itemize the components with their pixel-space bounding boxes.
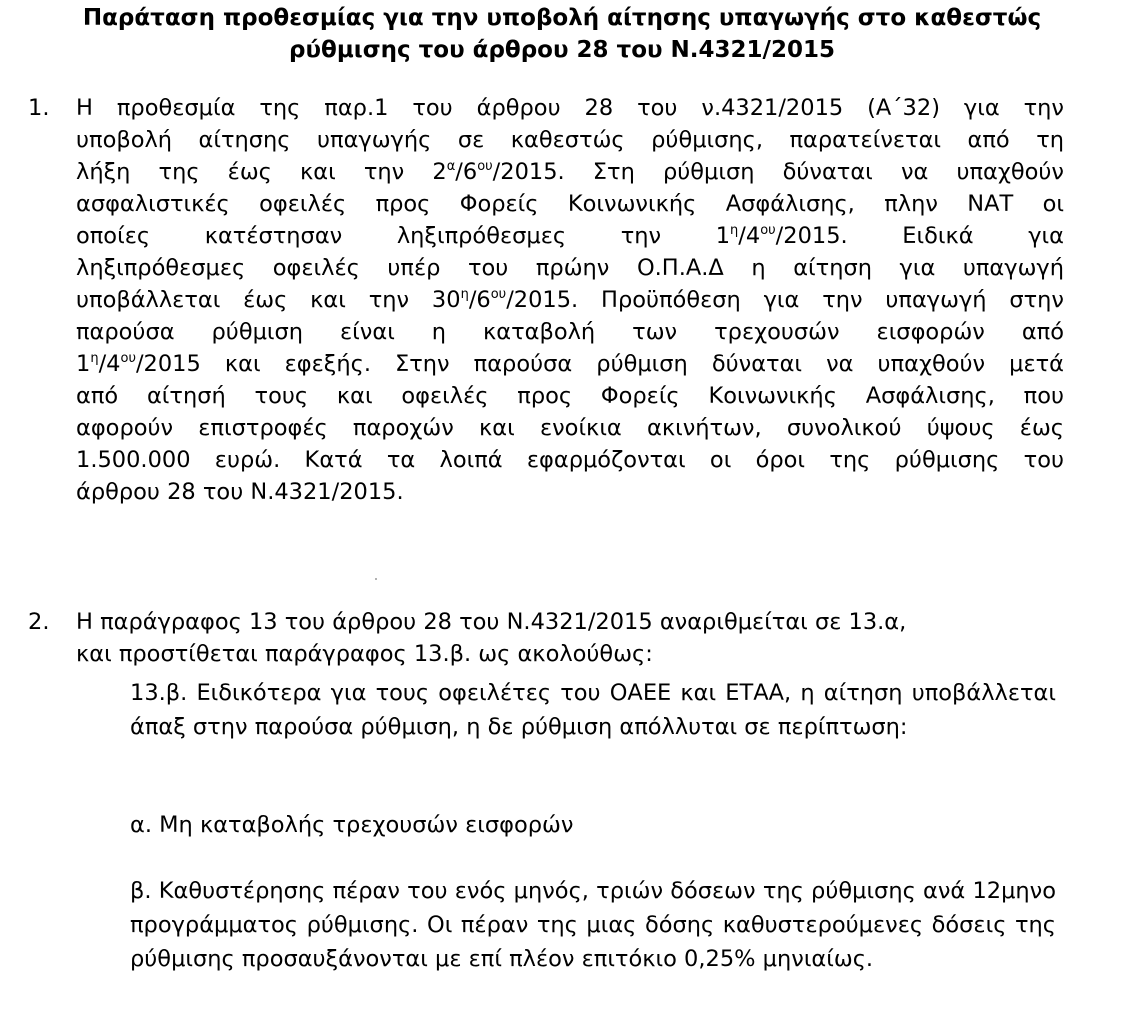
page-title [0,2,1124,66]
text-run: λήξη της έως και την 2 [76,159,447,185]
text-run: /4 [738,223,761,249]
item-1-line: παρούσα ρύθμιση είναι η καταβολή των τρεχουσών εισφορών από [76,319,1064,345]
text-run: /2015. Προϋπόθεση για την υπαγωγή στην [506,287,1064,313]
item-1-line: αφορούν επιστροφές παροχών και ενοίκια ακινήτων, συνολικού ύψους έως [76,415,1064,441]
superscript: ου [120,350,136,366]
superscript: ου [477,158,493,174]
text-run: οποίες κατέστησαν ληξιπρόθεσμες την 1 [76,223,731,249]
superscript: ου [490,286,507,302]
text-run: υποβάλλεται έως και την 30 [76,287,461,313]
text-run: /4 [98,351,121,377]
item-2-text [76,606,1064,670]
item-2-line: και προστίθεται παράγραφος 13.β. ως ακολούθως: [76,641,653,667]
paragraph-13b: 13.β. Ειδικότερα για τους οφειλέτες του ΟΑΕΕ και ΕΤΑΑ, η αίτηση υποβάλλεται άπαξ στην παρούσα ρύθμιση, η δε ρύθμιση απόλλυται σε περίπτωση: [130,680,1056,740]
item-number: 1. [28,95,50,121]
item-1-line: υποβολή αίτησης υπαγωγής σε καθεστώς ρύθμισης, παρατείνεται από τη [76,127,1064,153]
item-1-line [76,156,1064,188]
item-1-line: ληξιπρόθεσμες οφειλές υπέρ του πρώην Ο.Π.Α.Δ η αίτηση για υπαγωγή [76,255,1064,281]
superscript: η [460,286,469,302]
title-line-2: ρύθμισης του άρθρου 28 του Ν.4321/2015 [289,37,835,63]
item-1-line: 1.500.000 ευρώ. Κατά τα λοιπά εφαρμόζονται οι όροι της ρύθμισης του [76,447,1064,473]
item-1-line: από αίτησή τους και οφειλές προς Φορείς Κοινωνικής Ασφάλισης, που [76,383,1064,409]
item-2-line: Η παράγραφος 13 του άρθρου 28 του Ν.4321/2015 αναριθμείται σε 13.α, [76,609,907,635]
item-1-line: άρθρου 28 του Ν.4321/2015. [76,479,404,505]
superscript: α [446,158,456,174]
item-1-line [76,220,1064,252]
item-1-line [76,284,1064,316]
scan-dot [375,578,377,580]
case-a: α. Μη καταβολής τρεχουσών εισφορών [130,812,574,838]
item-1-line [76,348,1064,380]
superscript: η [90,350,99,366]
title-line-1: Παράταση προθεσμίας για την υποβολή αίτησης υπαγωγής στο καθεστώς [82,5,1042,31]
superscript: η [730,222,739,238]
item-number: 2. [28,609,50,635]
item-1-line: ασφαλιστικές οφειλές προς Φορείς Κοινωνικής Ασφάλισης, πλην ΝΑΤ οι [76,191,1064,217]
text-run: /2015. Ειδικά για [775,223,1064,249]
text-run: /6 [468,287,491,313]
item-1-text [76,92,1064,508]
text-run: 1 [76,351,91,377]
text-run: /2015 και εφεξής. Στην παρούσα ρύθμιση δύναται να υπαχθούν μετά [135,351,1064,377]
text-run: /2015. Στη ρύθμιση δύναται να υπαχθούν [492,159,1064,185]
text-run: /6 [455,159,478,185]
item-1-line: Η προθεσμία της παρ.1 του άρθρου 28 του ν.4321/2015 (Α΄32) για την [76,95,1064,121]
case-b: β. Καθυστέρησης πέραν του ενός μηνός, τριών δόσεων της ρύθμισης ανά 12μηνο προγράμματος ρύθμισης. Οι πέραν της μιας δόσης καθυστερούμενες δόσεις της ρύθμισης προσαυξάνονται με επί πλέον επιτόκιο 0,25% μηνιαίως. [130,878,1056,972]
superscript: ου [760,222,776,238]
